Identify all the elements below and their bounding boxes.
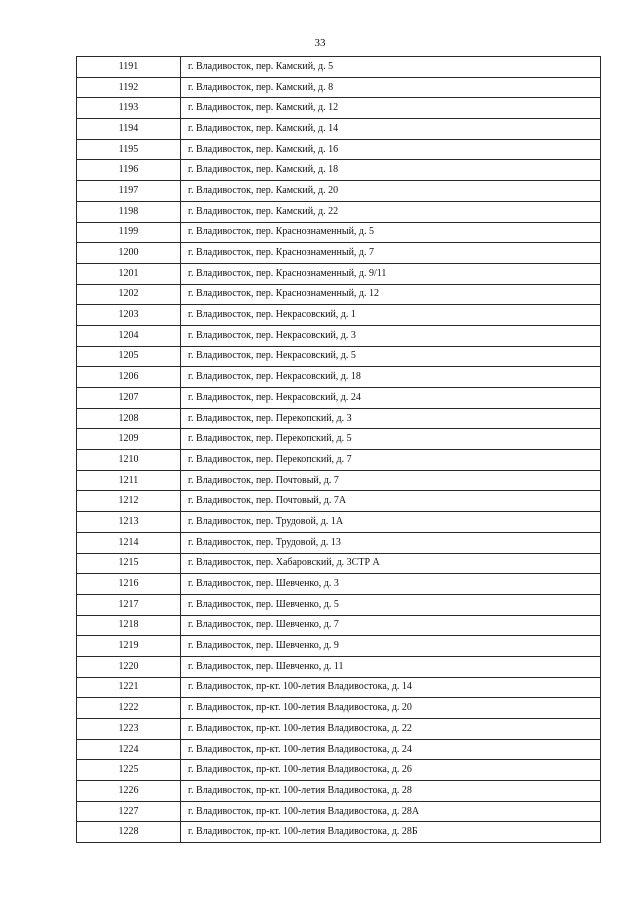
row-address: г. Владивосток, пер. Перекопский, д. 3 [181, 408, 601, 429]
row-number: 1207 [77, 388, 181, 409]
table-row [77, 822, 601, 843]
row-number: 1228 [77, 822, 181, 843]
table-row [77, 719, 601, 740]
row-number: 1217 [77, 594, 181, 615]
row-number: 1199 [77, 222, 181, 243]
row-address: г. Владивосток, пр-кт. 100-летия Владивостока, д. 14 [181, 677, 601, 698]
row-address: г. Владивосток, пр-кт. 100-летия Владивостока, д. 24 [181, 739, 601, 760]
table-row [77, 98, 601, 119]
row-address: г. Владивосток, пр-кт. 100-летия Владивостока, д. 28А [181, 801, 601, 822]
row-address: г. Владивосток, пер. Некрасовский, д. 24 [181, 388, 601, 409]
row-number: 1193 [77, 98, 181, 119]
row-number: 1222 [77, 698, 181, 719]
page-number: 33 [314, 37, 326, 49]
row-number: 1195 [77, 139, 181, 160]
row-address: г. Владивосток, пер. Трудовой, д. 1А [181, 512, 601, 533]
row-address: г. Владивосток, пер. Краснознаменный, д. 12 [181, 284, 601, 305]
table-row [77, 698, 601, 719]
row-address: г. Владивосток, пер. Камский, д. 5 [181, 57, 601, 78]
row-address: г. Владивосток, пер. Некрасовский, д. 3 [181, 325, 601, 346]
table-row [77, 677, 601, 698]
row-number: 1198 [77, 201, 181, 222]
table-row [77, 325, 601, 346]
row-address: г. Владивосток, пр-кт. 100-летия Владивостока, д. 28Б [181, 822, 601, 843]
row-number: 1218 [77, 615, 181, 636]
row-address: г. Владивосток, пр-кт. 100-летия Владивостока, д. 28 [181, 781, 601, 802]
table-row [77, 408, 601, 429]
row-number: 1196 [77, 160, 181, 181]
table-row [77, 656, 601, 677]
table-row [77, 491, 601, 512]
table-row [77, 243, 601, 264]
table-row [77, 367, 601, 388]
row-number: 1220 [77, 656, 181, 677]
table-row [77, 429, 601, 450]
table-row [77, 470, 601, 491]
table-row [77, 119, 601, 140]
table-row [77, 201, 601, 222]
row-number: 1211 [77, 470, 181, 491]
row-address: г. Владивосток, пер. Краснознаменный, д. 7 [181, 243, 601, 264]
row-address: г. Владивосток, пер. Камский, д. 14 [181, 119, 601, 140]
table-row [77, 615, 601, 636]
row-number: 1192 [77, 77, 181, 98]
row-address: г. Владивосток, пр-кт. 100-летия Владивостока, д. 20 [181, 698, 601, 719]
row-address: г. Владивосток, пер. Некрасовский, д. 1 [181, 305, 601, 326]
address-table-body [77, 57, 601, 843]
table-row [77, 181, 601, 202]
row-number: 1206 [77, 367, 181, 388]
row-address: г. Владивосток, пер. Камский, д. 18 [181, 160, 601, 181]
row-address: г. Владивосток, пер. Шевченко, д. 11 [181, 656, 601, 677]
row-address: г. Владивосток, пер. Камский, д. 22 [181, 201, 601, 222]
row-address: г. Владивосток, пер. Камский, д. 12 [181, 98, 601, 119]
row-number: 1208 [77, 408, 181, 429]
row-number: 1221 [77, 677, 181, 698]
table-row [77, 553, 601, 574]
row-address: г. Владивосток, пер. Краснознаменный, д. 5 [181, 222, 601, 243]
table-row [77, 574, 601, 595]
table-row [77, 801, 601, 822]
row-address: г. Владивосток, пер. Камский, д. 20 [181, 181, 601, 202]
table-row [77, 222, 601, 243]
row-address: г. Владивосток, пр-кт. 100-летия Владивостока, д. 22 [181, 719, 601, 740]
row-address: г. Владивосток, пер. Некрасовский, д. 5 [181, 346, 601, 367]
row-number: 1214 [77, 532, 181, 553]
row-number: 1216 [77, 574, 181, 595]
row-number: 1205 [77, 346, 181, 367]
row-address: г. Владивосток, пер. Хабаровский, д. 3СТР А [181, 553, 601, 574]
row-number: 1210 [77, 450, 181, 471]
row-number: 1202 [77, 284, 181, 305]
table-row [77, 760, 601, 781]
table-row [77, 263, 601, 284]
row-number: 1191 [77, 57, 181, 78]
row-number: 1201 [77, 263, 181, 284]
row-address: г. Владивосток, пер. Краснознаменный, д. 9/11 [181, 263, 601, 284]
row-address: г. Владивосток, пер. Почтовый, д. 7А [181, 491, 601, 512]
row-address: г. Владивосток, пер. Почтовый, д. 7 [181, 470, 601, 491]
row-address: г. Владивосток, пер. Камский, д. 16 [181, 139, 601, 160]
table-row [77, 450, 601, 471]
row-number: 1224 [77, 739, 181, 760]
row-address: г. Владивосток, пер. Трудовой, д. 13 [181, 532, 601, 553]
table-row [77, 739, 601, 760]
row-number: 1212 [77, 491, 181, 512]
table-row [77, 594, 601, 615]
row-number: 1204 [77, 325, 181, 346]
table-row [77, 284, 601, 305]
table-row [77, 388, 601, 409]
table-row [77, 346, 601, 367]
table-row [77, 139, 601, 160]
row-address: г. Владивосток, пр-кт. 100-летия Владивостока, д. 26 [181, 760, 601, 781]
table-row [77, 160, 601, 181]
table-row [77, 57, 601, 78]
row-address: г. Владивосток, пер. Шевченко, д. 3 [181, 574, 601, 595]
row-address: г. Владивосток, пер. Некрасовский, д. 18 [181, 367, 601, 388]
row-number: 1226 [77, 781, 181, 802]
row-number: 1215 [77, 553, 181, 574]
row-address: г. Владивосток, пер. Камский, д. 8 [181, 77, 601, 98]
row-number: 1225 [77, 760, 181, 781]
table-row [77, 532, 601, 553]
row-number: 1203 [77, 305, 181, 326]
row-address: г. Владивосток, пер. Шевченко, д. 7 [181, 615, 601, 636]
row-number: 1197 [77, 181, 181, 202]
row-number: 1200 [77, 243, 181, 264]
table-row [77, 512, 601, 533]
row-number: 1209 [77, 429, 181, 450]
row-number: 1213 [77, 512, 181, 533]
table-row [77, 636, 601, 657]
table-row [77, 305, 601, 326]
row-number: 1194 [77, 119, 181, 140]
row-number: 1219 [77, 636, 181, 657]
row-address: г. Владивосток, пер. Перекопский, д. 7 [181, 450, 601, 471]
table-row [77, 77, 601, 98]
table-row [77, 781, 601, 802]
row-address: г. Владивосток, пер. Перекопский, д. 5 [181, 429, 601, 450]
row-number: 1223 [77, 719, 181, 740]
row-address: г. Владивосток, пер. Шевченко, д. 9 [181, 636, 601, 657]
address-table [76, 56, 601, 843]
row-address: г. Владивосток, пер. Шевченко, д. 5 [181, 594, 601, 615]
row-number: 1227 [77, 801, 181, 822]
